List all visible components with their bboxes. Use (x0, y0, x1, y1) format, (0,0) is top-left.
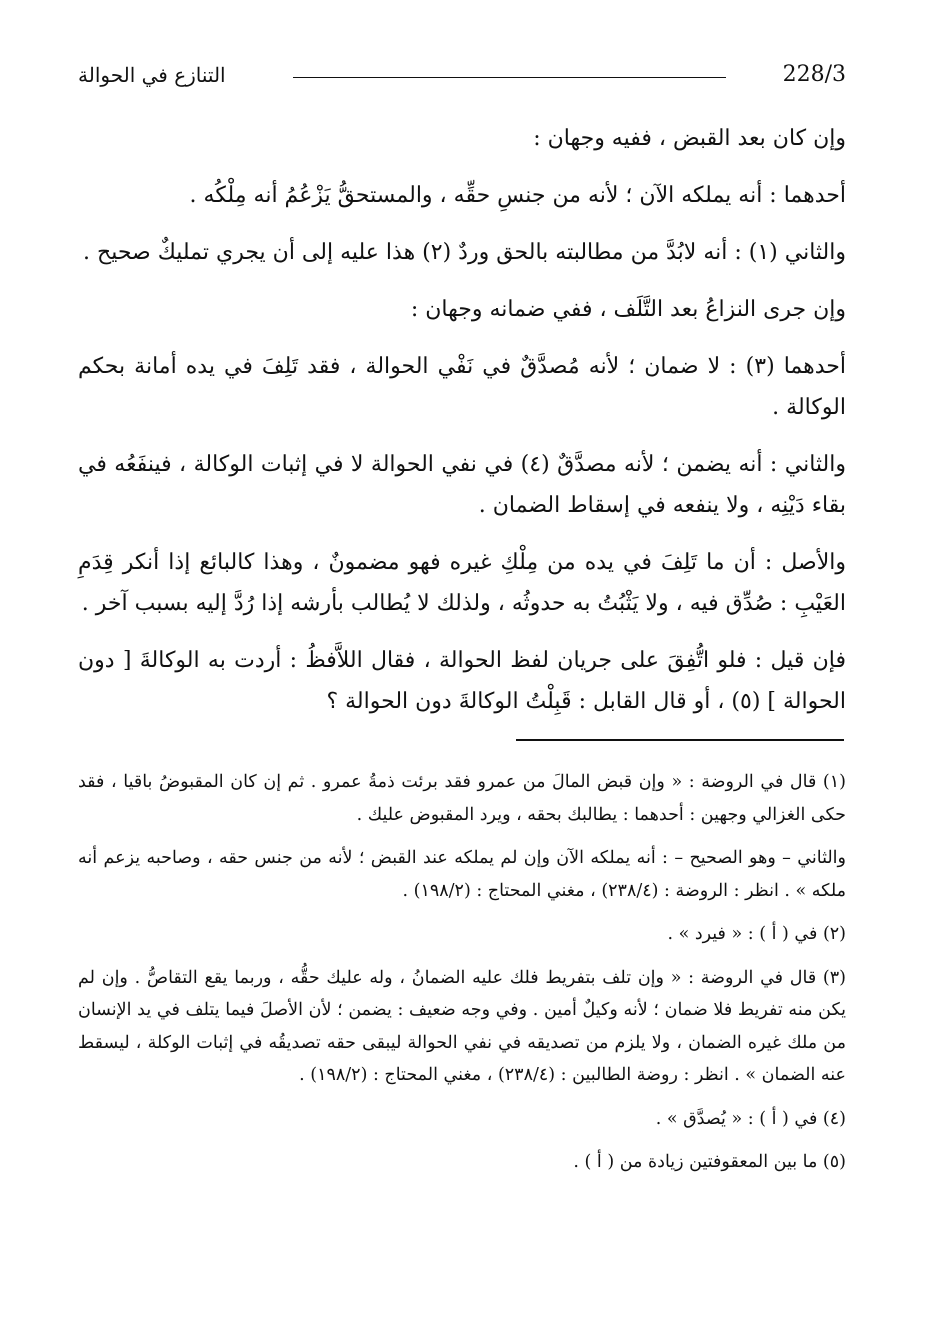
footnote: (٣) قال في الروضة : « وإن تلف بتفريط فلك عليه الضمانُ ، وله عليك حقُّه ، وربما يقع التقاصُّ . وإن لم يكن منه تفريط فلا ضمان ؛ لأنه وكيلٌ أمين . وفي وجه ضعيف : يضمن ؛ لأن الأصلَ فيما يتلف في يد الإنسان من ملك غيره الضمان ، ولا يلزم من تصديقه في نفي الحوالة ليبقى حقه تصديقُه في إثبات الوكلة ، ليسقط عنه الضمان » . انظر : روضة الطالبين : (٢٣٨/٤) ، مغني المحتاج : (١٩٨/٢) . (78, 967, 846, 1085)
footnote: (٢) في ( أ ) : « فيرد » . (667, 924, 846, 944)
paragraph: وإن جرى النزاعُ بعد التَّلَف ، ففي ضمانه وجهان : (410, 297, 846, 322)
footnote: والثاني – وهو الصحيح – : أنه يملكه الآن وإن لم يملكه عند القبض ؛ لأنه من جنس حقه ، وصاحبه يزعم أنه ملكه » . انظر : الروضة : (٢٣٨/٤) ، مغني المحتاج : (١٩٨/٢) . (78, 848, 846, 901)
running-title: التنازع في الحوالة (78, 63, 226, 87)
paragraph: وإن كان بعد القبض ، ففيه وجهان : (533, 126, 846, 151)
page-number: 228/3 (782, 62, 846, 87)
header-rule (293, 77, 726, 78)
paragraph: والثاني : أنه يضمن ؛ لأنه مصدَّقٌ (٤) في نفي الحوالة لا في إثبات الوكالة ، فينفَعُه في بقاء دَيْنِه ، ولا ينفعه في إسقاط الضمان . (78, 452, 846, 518)
paragraph: أحدهما : أنه يملكه الآن ؛ لأنه من جنسِ حقِّه ، والمستحقُّ يَزْعُمُ أنه مِلْكُه . (189, 183, 846, 208)
footnotes (78, 766, 846, 1190)
main-text (78, 118, 846, 738)
footnote-separator (516, 739, 844, 741)
footnote: (٥) ما بين المعقوفتين زيادة من ( أ ) . (573, 1152, 846, 1172)
page-header (78, 60, 846, 94)
paragraph: والثاني (١) : أنه لابُدَّ من مطالبته بالحق وردٌ (٢) هذا عليه إلى أن يجري تمليكٌ صحيح . (83, 240, 846, 265)
footnote: (٤) في ( أ ) : « يُصدَّق » . (655, 1108, 846, 1129)
paragraph: والأصل : أن ما تَلِفَ في يده من مِلْكِ غيره فهو مضمونٌ ، وهذا كالبائع إذا أنكر قِدَمِ العَيْبِ : صُدِّق فيه ، ولا يَثْبُتُ به حدوثُه ، ولذلك لا يُطالب بأرشه إذا رُدَّ إليه بسبب آخر . (78, 550, 846, 616)
paragraph: فإن قيل : فلو اتُّفِقَ على جريان لفظ الحوالة ، فقال اللاَّفظُ : أردت به الوكالةَ [ دون الحوالة ] (٥) ، أو قال القابل : قَبِلْتُ الوكالةَ دون الحوالة ؟ (78, 648, 846, 714)
paragraph: أحدهما (٣) : لا ضمان ؛ لأنه مُصدَّقٌ في نَفْي الحوالة ، فقد تَلِفَ في يده أمانة بحكم الوكالة . (78, 354, 847, 420)
footnote: (١) قال في الروضة : « وإن قبض المالَ من عمرو فقد برئت ذمةُ عمرو . ثم إن كان المقبوضُ باقيا ، فقد حكى الغزالي وجهين : أحدهما : يطالبك بحقه ، ويرد المقبوض عليك . (78, 772, 846, 825)
